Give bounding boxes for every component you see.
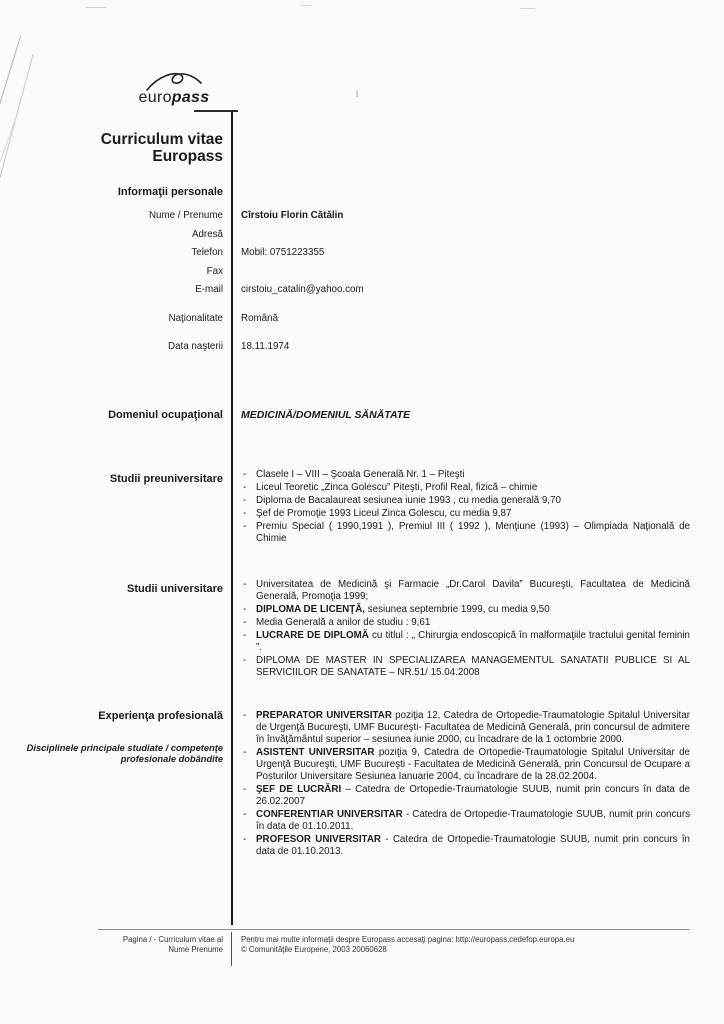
- field-value-phone: Mobil: 0751223355: [241, 247, 325, 258]
- footer-left: [0, 933, 231, 955]
- preuniversity-section-label: Studii preuniversitare: [109, 472, 223, 485]
- personal-field-row: [0, 336, 724, 355]
- scan-artifact: [0, 36, 21, 128]
- personal-field-row: [0, 279, 724, 298]
- scan-artifact: [300, 5, 311, 6]
- scan-artifact: [520, 8, 535, 9]
- list-item: - LUCRARE DE DIPLOMĂ cu titlul : „ Chirurgia endoscopică în malformaţiile tractului genital feminin ”.: [241, 630, 690, 654]
- occupational-value: MEDICINĂ/DOMENIUL SĂNĂTATE: [241, 408, 411, 421]
- footer-right: [231, 933, 724, 955]
- field-label-nationality: Naţionalitate: [168, 312, 223, 324]
- occupational-row: [0, 405, 724, 423]
- personal-field-row: [0, 308, 724, 327]
- cv-title-line1: Curriculum vitae: [100, 131, 223, 148]
- footer-copyright-text: © Comunităţile Europene, 2003 20060628: [241, 945, 387, 954]
- list-item: - PROFESOR UNIVERSITAR - Catedra de Ortopedie-Traumatologie SUUB, numit prin concurs în data de 01.10.2013.: [241, 834, 690, 858]
- logo-text-pass: pass: [171, 89, 210, 106]
- preuniversity-items: [231, 469, 724, 546]
- list-item: - PREPARATOR UNIVERSITAR poziţia 12, Catedra de Ortopedie-Traumatologie Spitalul Universitar de Urgenţă Bucureşti, UMF Bucureşti- Facultatea de Medicină Generală, prin concursul de admitere în învăţământul superior – sesiunea iunie 2000, cu încadrare de la 1 octombrie 2000.: [241, 710, 690, 746]
- list-item: - Şef de Promoţie 1993 Liceul Zinca Golescu, cu media 9,87: [241, 508, 690, 520]
- experience-items: [231, 710, 724, 859]
- cv-content: [0, 131, 724, 859]
- preuniversity-section-row: [0, 469, 724, 546]
- university-section-row: [0, 579, 724, 680]
- personal-field-row: [0, 242, 724, 261]
- list-item: - Liceul Teoretic „Zinca Golescu” Piteşti, Profil Real, fizică – chimie: [241, 482, 690, 494]
- logo-wordmark: [122, 89, 226, 107]
- experience-subnote: Disciplinele principale studiate / competenţe profesionale dobândite: [26, 742, 223, 764]
- field-label-birthdate: Data naşterii: [168, 341, 223, 352]
- footer-name-label: Nume Prenume: [168, 945, 223, 954]
- list-item: - DIPLOMA DE MASTER IN SPECIALIZAREA MANAGEMENTUL SANATATII PUBLICE SI AL SERVICIILOR DE SANATATE – NR.51/ 15.04.2008: [241, 655, 690, 679]
- europass-logo: [122, 70, 226, 107]
- field-label-email: E-mail: [195, 284, 223, 295]
- cv-title-line2: Europass: [152, 148, 223, 165]
- logo-text-euro: euro: [138, 89, 172, 106]
- personal-info-header-row: [0, 182, 724, 200]
- footer-info-text: Pentru mai multe informaţii despre Europass accesaţi pagina: http://europass.cedefop.europa.eu: [241, 935, 575, 944]
- field-label-fax: Fax: [206, 265, 223, 277]
- personal-field-row: [0, 205, 724, 224]
- experience-section-label: Experienţa profesională: [98, 709, 223, 722]
- university-section-label: Studii universitare: [127, 582, 223, 595]
- list-item: - ŞEF DE LUCRĂRI – Catedra de Ortopedie-Traumatologie SUUB, numit prin concurs în data de 26.02.2007: [241, 784, 690, 808]
- field-value-email: cirstoiu_catalin@yahoo.com: [241, 284, 364, 295]
- field-label-address: Adresă: [191, 228, 223, 240]
- footer-rule: [98, 929, 690, 930]
- personal-field-row: [0, 224, 724, 243]
- list-item: - Clasele I – VIII – Şcoala Generală Nr. 1 – Piteşti: [241, 469, 690, 481]
- footer-page-label: Pagina / - Curriculum vitae al: [122, 935, 223, 944]
- list-item: - CONFERENTIAR UNIVERSITAR - Catedra de Ortopedie-Traumatologie SUUB, numit prin concurs în data de 01.10.2011.: [241, 809, 690, 833]
- occupational-label: Domeniul ocupaţional: [108, 408, 223, 421]
- list-item: - Premiu Special ( 1990,1991 ), Premiul III ( 1992 ), Menţiune (1993) – Olimpiada Naţională de Chimie: [241, 521, 690, 545]
- title-row: [0, 131, 724, 165]
- list-item: - Diploma de Bacalaureat sesiunea iunie 1993 , cu media generală 9,70: [241, 495, 690, 507]
- field-label-phone: Telefon: [191, 247, 223, 258]
- scan-artifact: [86, 7, 106, 8]
- list-item: - Media Generală a anilor de studiu : 9,61: [241, 617, 690, 629]
- university-items: [231, 579, 724, 680]
- field-value-nationality: Română: [241, 312, 279, 324]
- field-value-birthdate: 18.11.1974: [241, 341, 290, 352]
- scan-artifact: [356, 90, 358, 97]
- list-item: - DIPLOMA DE LICENŢĂ, sesiunea septembrie 1999, cu media 9,50: [241, 604, 690, 616]
- list-item: - ASISTENT UNIVERSITAR poziţia 9, Catedra de Ortopedie-Traumatologie Spitalul Universitar de Urgenţă Bucureşti, UMF Bucureşti - Facultatea de Medicină Generală, prin Concursul de Ocupare a Posturilor Universitare Sesiunea Ianuarie 2004, cu încadrare de la 28.02.2004.: [241, 747, 690, 783]
- page-footer: [0, 929, 724, 955]
- field-label-name: Nume / Prenume: [148, 210, 223, 221]
- personal-field-row: [0, 261, 724, 280]
- field-value-name: Cîrstoiu Florin Cătălin: [241, 210, 344, 221]
- list-item: - Universitatea de Medicină şi Farmacie „Dr.Carol Davila” Bucureşti, Facultatea de Medicină Generală, Promoţia 1999;: [241, 579, 690, 603]
- experience-section-row: [0, 710, 724, 859]
- personal-info-section-label: Informaţii personale: [117, 186, 223, 198]
